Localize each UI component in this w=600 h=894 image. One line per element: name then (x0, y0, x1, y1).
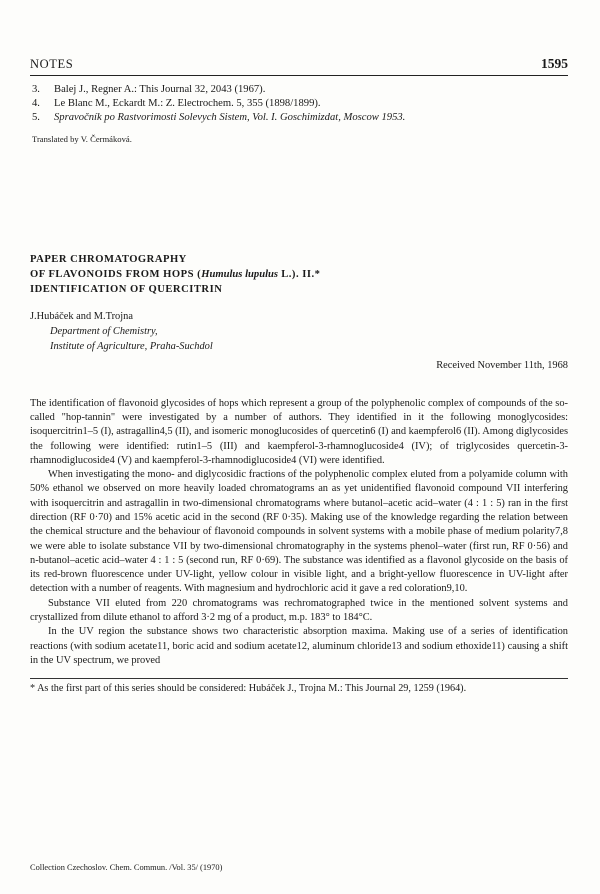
reference-text: Spravočník po Rastvorimosti Solevych Sistem, Vol. I. Goschimizdat, Moscow 1953. (54, 112, 406, 124)
paragraph: The identification of flavonoid glycosides of hops which represent a group of the polyphenolic complex of compounds of the so-called "hop-tannin" were investigated by a number of authors. They identified in it the following monoglycosides: isoquercitrin1–5 (I), astragallin4,5 (II), and isomeric monoglucosides of quercetin6 (I) and kaempferol6 (II). Among diglycosides the following were identified: rutin1–5 (III) and kaempferol-3-rhamnoglucoside4 (IV); of triglycosides quercetin-3-rhamnodiglucoside4 (V) and kaempferol-3-rhamnodiglucoside4 (VI) were identified. (30, 397, 568, 466)
reference-text: Balej J., Regner A.: This Journal 32, 2043 (1967). (54, 84, 266, 95)
paragraph: In the UV region the substance shows two characteristic absorption maxima. Making use of a series of identification reactions (with sodium acetate11, boric acid and sodium acetate12, aluminum chloride13 and sodium ethoxide11) causing a shift in the UV spectrum, we proved (30, 626, 568, 666)
paragraph: When investigating the mono- and diglycosidic fractions of the polyphenolic complex eluted from a polyamide column with 50% ethanol we observed on more heavily loaded chromatograms an as yet unidentified flavonoid compound VII interfering with isoquercitrin and astragallin in two-dimensional chromatograms where butanol–acetic acid–water (4 : 1 : 5) ran in the first direction (RF 0·70) and 15% acetic acid in the second (RF 0·35). Making use of the knowledge regarding the relation between the chemical structure and the behaviour of flavonoid compounds in solvent systems with a mobile phase of medium polarity7,8 we were able to isolate substance VII by two-dimensional chromatography in the systems phenol–water (first run, RF 0·56) and n-butanol–acetic acid–water 4 : 1 : 5 (second run, RF 0·69). The substance was identified as a flavonol glycoside on the basis of its red-brown fluorescence under UV-light, yellow colour in visible light, and a bright-yellow fluorescence in UV-light after detection with a number of reagents. With magnesium and hydrochloric acid it gave a red coloration9,10. (30, 469, 568, 595)
reference-list (30, 83, 568, 126)
journal-footer: Collection Czechoslov. Chem. Commun. /Vol. 35/ (1970) (30, 863, 223, 872)
affiliation: Department of Chemistry, Institute of Agriculture, Praha-Suchdol (50, 325, 213, 352)
reference-item: 4. Le Blanc M., Eckardt M.: Z. Electrochem. 5, 355 (1898/1899). (30, 97, 568, 111)
running-header (30, 56, 568, 76)
paragraph: Substance VII eluted from 220 chromatograms was rechromatographed twice in the mentioned solvent systems and crystallized from dilute ethanol to afford 3·2 mg of a product, m.p. 183° to 184°C. (30, 597, 568, 624)
footnote: * As the first part of this series should be considered: Hubáček J., Trojna M.: This Journal 29, 1259 (1964). (30, 683, 467, 695)
footnote-divider (30, 678, 568, 679)
reference-text: Le Blanc M., Eckardt M.: Z. Electrochem. 5, 355 (1898/1899). (54, 98, 321, 110)
page-number: 1595 (541, 56, 568, 71)
article-title: PAPER CHROMATOGRAPHY OF FLAVONOIDS FROM HOPS (Humulus lupulus L.). II.* IDENTIFICATION OF QUERCITRIN (30, 253, 321, 295)
article-body (30, 397, 568, 669)
page (30, 56, 568, 696)
reference-item: 5. Spravočník po Rastvorimosti Solevych Sistem, Vol. I. Goschimizdat, Moscow 1953. (30, 111, 568, 125)
authors: J.Hubáček and M.Trojna (30, 310, 133, 322)
reference-item: 3. Balej J., Regner A.: This Journal 32, 2043 (1967). (30, 83, 568, 97)
section-name: NOTES (30, 57, 74, 71)
received-date: Received November 11th, 1968 (436, 359, 568, 371)
translator-note: Translated by V. Čermáková. (32, 133, 132, 144)
